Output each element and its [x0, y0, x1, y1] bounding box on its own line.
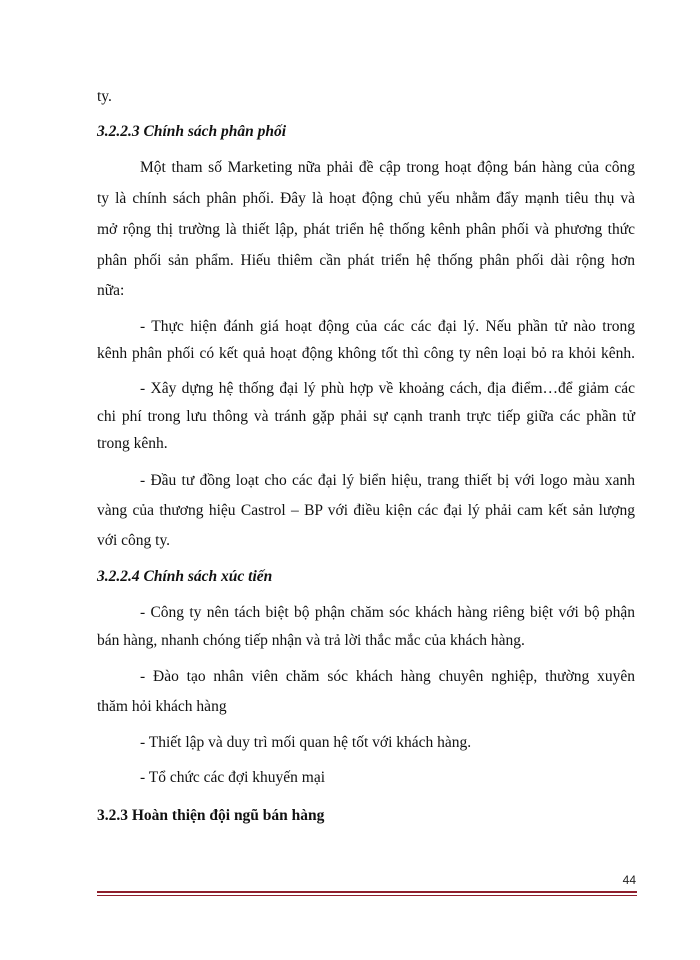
bullet-line: trong kênh. [97, 435, 168, 452]
section-heading-3-2-2-3: 3.2.2.3 Chính sách phân phối [97, 123, 287, 140]
bullet-line: - Thiết lập và duy trì mối quan hệ tốt với khách hàng. [140, 734, 472, 751]
bullet-line: - Tổ chức các đợi khuyến mại [140, 769, 326, 786]
section-heading-3-2-2-4: 3.2.2.4 Chính sách xúc tiến [97, 568, 273, 585]
text-line: ty. [97, 88, 112, 105]
bullet-line: - Công ty nên tách biệt bộ phận chăm sóc khách hàng riêng biệt với bộ phận [140, 604, 635, 621]
bullet-line: - Thực hiện đánh giá hoạt động của các các đại lý. Nếu phần tử nào trong [140, 318, 635, 335]
footer-rule [97, 891, 637, 893]
bullet-line: với công ty. [97, 532, 171, 549]
paragraph-line: Một tham số Marketing nữa phải đề cập trong hoạt động bán hàng của công [140, 159, 635, 176]
paragraph-line: ty là chính sách phân phối. Đây là hoạt động chủ yếu nhằm đẩy mạnh tiêu thụ và [97, 190, 635, 207]
paragraph-line: nữa: [97, 282, 125, 299]
footer-rule-thin [97, 895, 637, 896]
bullet-line: - Đầu tư đồng loạt cho các đại lý biển hiệu, trang thiết bị với logo màu xanh [140, 472, 635, 489]
bullet-line: vàng của thương hiệu Castrol – BP với điều kiện các đại lý phải cam kết sản lượng [97, 502, 635, 519]
section-heading-3-2-3: 3.2.3 Hoàn thiện đội ngũ bán hàng [97, 807, 325, 824]
paragraph-line: phân phối sản phẩm. Hiếu thiêm cần phát triển hệ thống phân phối dài rộng hơn [97, 252, 635, 269]
bullet-line: - Xây dựng hệ thống đại lý phù hợp về khoảng cách, địa điểm…để giảm các [140, 380, 635, 397]
bullet-line: kênh phân phối có kết quả hoạt động không tốt thì công ty nên loại bỏ ra khỏi kênh. [97, 345, 635, 362]
bullet-line: chi phí trong lưu thông và tránh gặp phải sự cạnh tranh trực tiếp giữa các phần tử [97, 408, 635, 425]
paragraph-line: mở rộng thị trường là thiết lập, phát triển hệ thống kênh phân phối và phương thức [97, 221, 635, 238]
bullet-line: thăm hỏi khách hàng [97, 698, 227, 715]
bullet-line: bán hàng, nhanh chóng tiếp nhận và trả lời thắc mắc của khách hàng. [97, 632, 525, 649]
bullet-line: - Đào tạo nhân viên chăm sóc khách hàng chuyên nghiệp, thường xuyên [140, 668, 635, 685]
page-number: 44 [622, 873, 636, 887]
